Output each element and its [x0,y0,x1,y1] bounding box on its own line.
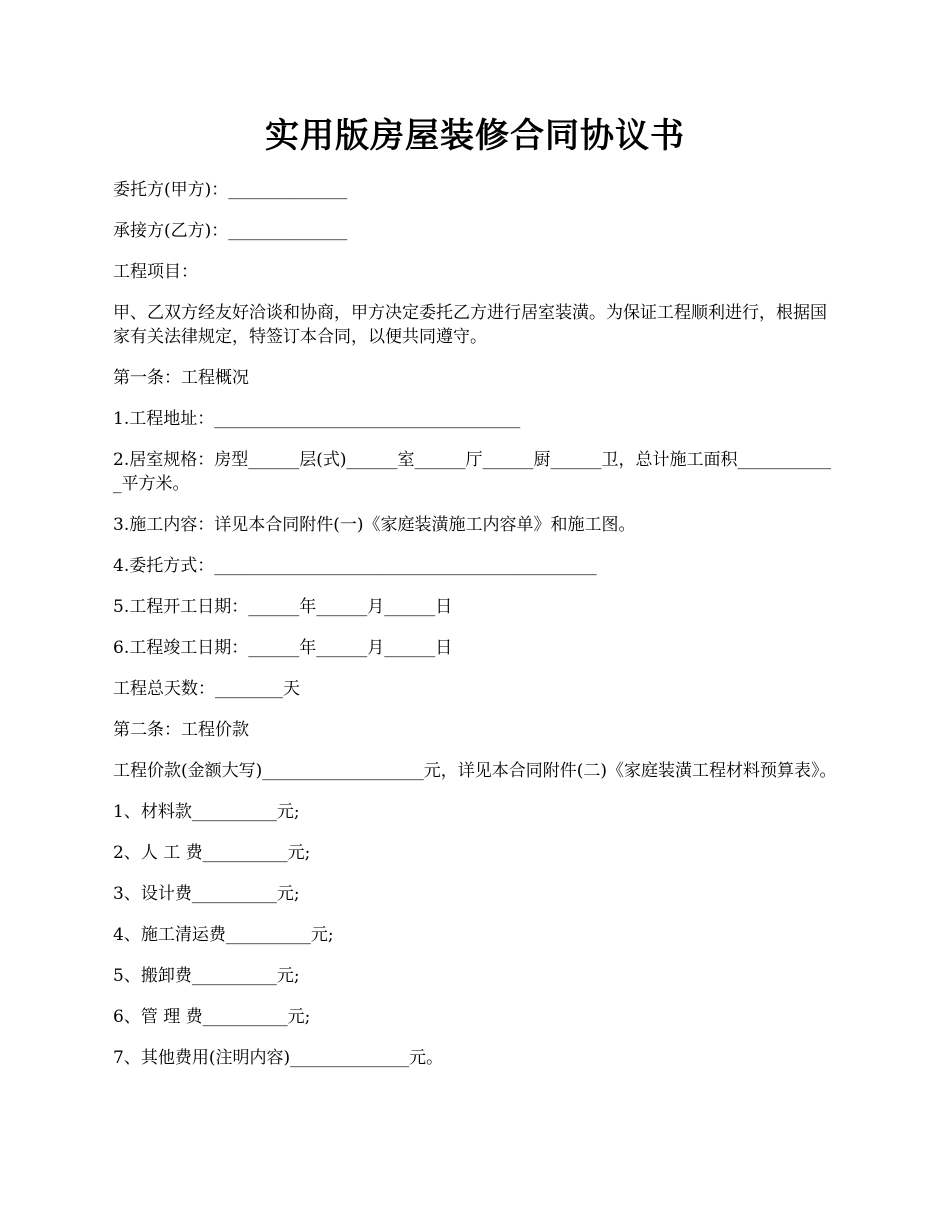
total-days-line: 工程总天数：________天 [113,679,300,699]
completion-date-line: 6.工程竣工日期：______年______月______日 [113,638,453,658]
project-address-line: 1.工程地址：____________________________________ [113,409,521,429]
moving-fee-line: 5、搬卸费__________元; [113,966,300,986]
room-spec-line: 2.居室规格：房型______层(式)______室______厅______厨______卫，总计施工面积____________平方米。 [113,450,831,494]
article-2-heading: 第二条：工程价款 [113,720,249,740]
management-fee-line: 6、管 理 费__________元; [113,1007,311,1027]
commission-method-line: 4.委托方式：_____________________________________________ [113,556,597,576]
labor-fee-line: 2、人 工 费__________元; [113,843,311,863]
project-line: 工程项目： [113,262,198,282]
party-b-line: 承接方(乙方)：______________ [113,221,348,241]
party-a-line: 委托方(甲方)：______________ [113,180,348,200]
document-title: 实用版房屋装修合同协议书 [265,116,685,156]
material-fee-line: 1、材料款__________元; [113,802,300,822]
document-body [113,178,837,1087]
preamble-paragraph: 甲、乙双方经友好洽谈和协商，甲方决定委托乙方进行居室装潢。为保证工程顺利进行，根据国家有关法律规定，特签订本合同，以便共同遵守。 [113,303,827,347]
cleanup-fee-line: 4、施工清运费__________元; [113,925,334,945]
start-date-line: 5.工程开工日期：______年______月______日 [113,597,453,617]
article-1-heading: 第一条：工程概况 [113,368,249,388]
design-fee-line: 3、设计费__________元; [113,884,300,904]
other-fee-line: 7、其他费用(注明内容)______________元。 [113,1048,444,1068]
work-content-line: 3.施工内容：详见本合同附件(一)《家庭装潢施工内容单》和施工图。 [113,515,636,535]
total-price-line: 工程价款(金额大写)___________________元，详见本合同附件(二)《家庭装潢工程材料预算表》。 [113,761,837,781]
